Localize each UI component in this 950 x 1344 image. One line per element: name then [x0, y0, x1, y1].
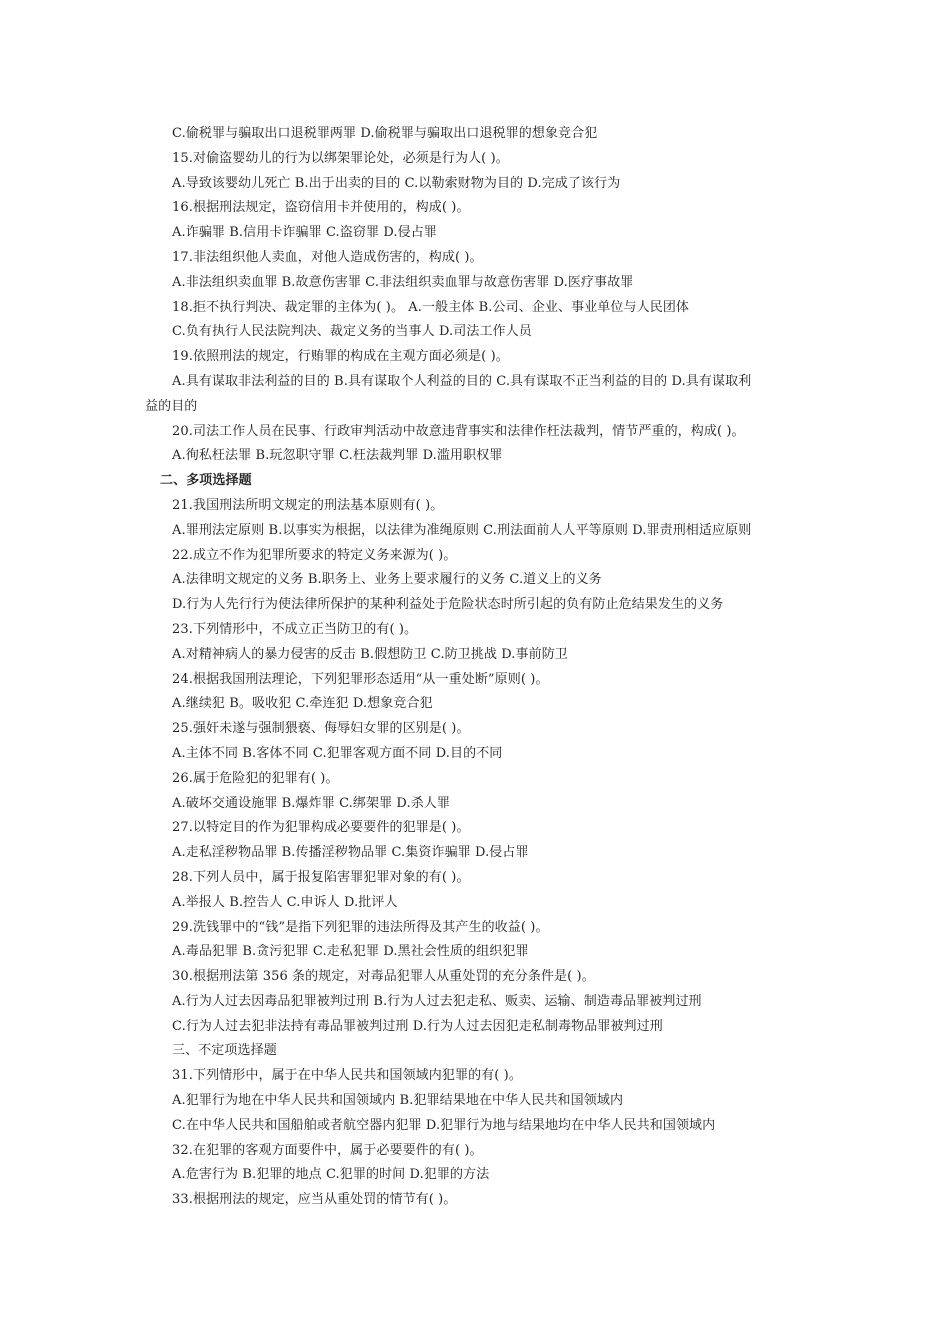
option-line: A.破坏交通设施罪 B.爆炸罪 C.绑架罪 D.杀人罪	[172, 795, 451, 811]
option-line: A.具有谋取非法利益的目的 B.具有谋取个人利益的目的 C.具有谋取不正当利益的目的 D.具有谋取利	[172, 373, 752, 389]
option-line: C.行为人过去犯非法持有毒品罪被判过刑 D.行为人过去因犯走私制毒物品罪被判过刑	[172, 1018, 663, 1034]
option-line: A.对精神病人的暴力侵害的反击 B.假想防卫 C.防卫挑战 D.事前防卫	[172, 646, 568, 662]
option-line: A.行为人过去因毒品犯罪被判过刑 B.行为人过去犯走私、贩卖、运输、制造毒品罪被判过刑	[172, 993, 702, 1009]
question-28: 28.下列人员中，属于报复陷害罪犯罪对象的有( )。	[172, 869, 470, 885]
section-heading-multiple-choice: 二、多项选择题	[160, 473, 252, 489]
question-26: 26.属于危险犯的犯罪有( )。	[172, 770, 339, 786]
option-line: A.危害行为 B.犯罪的地点 C.犯罪的时间 D.犯罪的方法	[172, 1167, 490, 1183]
document-body	[0, 122, 950, 1213]
question-18: 18.拒不执行判决、裁定罪的主体为( )。 A.一般主体 B.公司、企业、事业单位与人民团体	[172, 299, 690, 315]
question-17: 17.非法组织他人卖血，对他人造成伤害的，构成( )。	[172, 249, 483, 265]
question-27: 27.以特定目的作为犯罪构成必要要件的犯罪是( )。	[172, 820, 470, 836]
question-30: 30.根据刑法第 356 条的规定，对毒品犯罪人从重处罚的充分条件是( )。	[172, 969, 595, 985]
option-line: A.举报人 B.控告人 C.申诉人 D.批评人	[172, 894, 398, 910]
option-line: A.走私淫秽物品罪 B.传播淫秽物品罪 C.集资诈骗罪 D.侵占罪	[172, 845, 529, 861]
question-33: 33.根据刑法的规定，应当从重处罚的情节有( )。	[172, 1192, 457, 1208]
option-line: A.罪刑法定原则 B.以事实为根据，以法律为准绳原则 C.刑法面前人人平等原则 D.罪责刑相适应原则	[172, 522, 752, 538]
option-line: A.徇私枉法罪 B.玩忽职守罪 C.枉法裁判罪 D.滥用职权罪	[172, 448, 503, 464]
option-continuation: 益的目的	[145, 398, 198, 414]
option-line: A.继续犯 B。吸收犯 C.牵连犯 D.想象竞合犯	[172, 696, 433, 712]
question-22: 22.成立不作为犯罪所要求的特定义务来源为( )。	[172, 547, 457, 563]
question-20: 20.司法工作人员在民事、行政审判活动中故意违背事实和法律作枉法裁判，情节严重的，构成( )。	[172, 423, 745, 439]
question-19: 19.依照刑法的规定，行贿罪的构成在主观方面必须是( )。	[172, 349, 509, 365]
option-line: A.毒品犯罪 B.贪污犯罪 C.走私犯罪 D.黑社会性质的组织犯罪	[172, 944, 529, 960]
option-line: A.导致该婴幼儿死亡 B.出于出卖的目的 C.以勒索财物为目的 D.完成了该行为	[172, 175, 621, 191]
option-line: C.负有执行人民法院判决、裁定义务的当事人 D.司法工作人员	[172, 324, 532, 340]
question-32: 32.在犯罪的客观方面要件中，属于必要要件的有( )。	[172, 1142, 483, 1158]
option-line: A.诈骗罪 B.信用卡诈骗罪 C.盗窃罪 D.侵占罪	[172, 225, 437, 241]
question-21: 21.我国刑法所明文规定的刑法基本原则有( )。	[172, 497, 444, 513]
option-line: A.非法组织卖血罪 B.故意伤害罪 C.非法组织卖血罪与故意伤害罪 D.医疗事故罪	[172, 274, 634, 290]
option-line: C.在中华人民共和国船舶或者航空器内犯罪 D.犯罪行为地与结果地均在中华人民共和国领域内	[172, 1117, 716, 1133]
question-25: 25.强奸未遂与强制猥亵、侮辱妇女罪的区别是( )。	[172, 721, 470, 737]
section-heading-indefinite-choice: 三、不定项选择题	[172, 1043, 277, 1059]
option-line: A.法律明文规定的义务 B.职务上、业务上要求履行的义务 C.道义上的义务	[172, 572, 602, 588]
option-line: A.主体不同 B.客体不同 C.犯罪客观方面不同 D.目的不同	[172, 745, 503, 761]
question-16: 16.根据刑法规定，盗窃信用卡并使用的，构成( )。	[172, 200, 470, 216]
question-29: 29.洗钱罪中的“钱”是指下列犯罪的违法所得及其产生的收益( )。	[172, 919, 549, 935]
question-23: 23.下列情形中，不成立正当防卫的有( )。	[172, 621, 418, 637]
option-line: C.偷税罪与骗取出口退税罪两罪 D.偷税罪与骗取出口退税罪的想象竞合犯	[172, 126, 598, 141]
question-31: 31.下列情形中，属于在中华人民共和国领域内犯罪的有( )。	[172, 1068, 522, 1084]
question-24: 24.根据我国刑法理论，下列犯罪形态适用“从一重处断”原则( )。	[172, 671, 549, 687]
question-15: 15.对偷盗婴幼儿的行为以绑架罪论处，必须是行为人( )。	[172, 150, 509, 166]
option-line: D.行为人先行行为使法律所保护的某种利益处于危险状态时所引起的负有防止危结果发生的义务	[172, 597, 724, 613]
option-line: A.犯罪行为地在中华人民共和国领域内 B.犯罪结果地在中华人民共和国领域内	[172, 1093, 624, 1109]
